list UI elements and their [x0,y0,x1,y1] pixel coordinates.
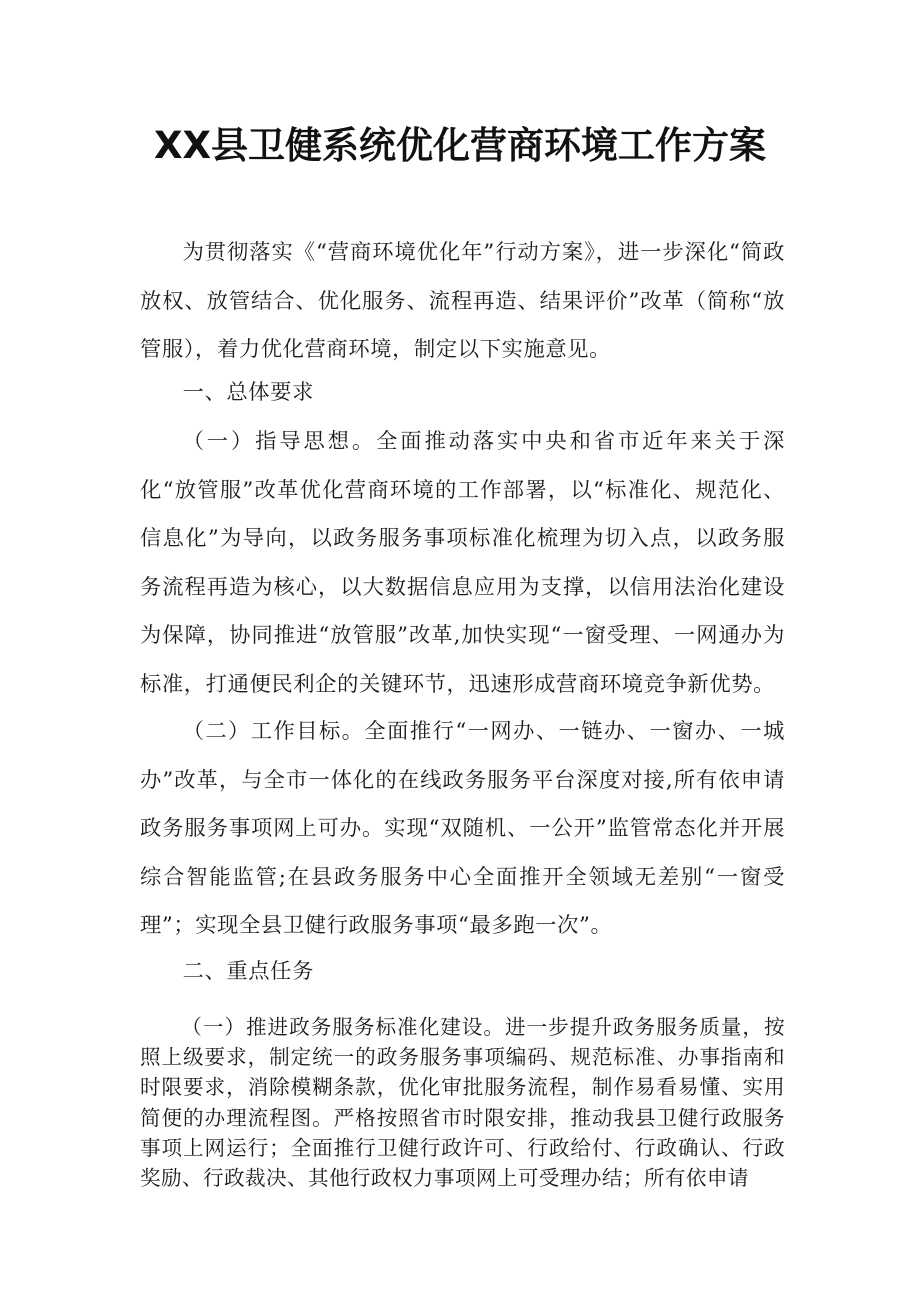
section-heading-general-requirements: 一、总体要求 [182,380,314,405]
paragraph-guiding-ideology: （一）指导思想。全面推动落实中央和省市近年来关于深化“放管服”改革优化营商环境的工作部署，以“标准化、规范化、信息化”为导向，以政务服务事项标准化梳理为切入点，以政务服务流程再造为核心，以大数据信息应用为支撑，以信用法治化建设为保障，协同推进“放管服”改革,加快实现“一窗受理、一网通办为标准，打通便民利企的关键环节，迅速形成营商环境竞争新优势。 [140,429,785,697]
document-title: XX县卫健系统优化营商环境工作方案 [153,124,767,167]
paragraph-work-goals: （二）工作目标。全面推行“一网办、一链办、一窗办、一城办”改革，与全市一体化的在线政务服务平台深度对接,所有依申请政务服务事项网上可办。实现“双随机、一公开”监管常态化并开展综合智能监管;在县政务服务中心全面推开全领域无差别“一窗受理”；实现全县卫健行政服务事项“最多跑一次”。 [140,719,785,939]
paragraph-standardization: （一）推进政务服务标准化建设。进一步提升政务服务质量，按照上级要求，制定统一的政务服务事项编码、规范标准、办事指南和时限要求，消除模糊条款，优化审批服务流程，制作易看易懂、实用简便的办理流程图。严格按照省市时限安排，推动我县卫健行政服务事项上网运行；全面推行卫健行政许可、行政给付、行政确认、行政奖励、行政裁决、其他行政权力事项网上可受理办结；所有依申请 [140,1015,785,1191]
intro-paragraph: 为贯彻落实《“营商环境优化年”行动方案》，进一步深化“简政放权、放管结合、优化服务、流程再造、结果评价”改革（简称“放管服），着力优化营商环境，制定以下实施意见。 [140,240,785,363]
section-heading-key-tasks: 二、重点任务 [182,959,314,984]
